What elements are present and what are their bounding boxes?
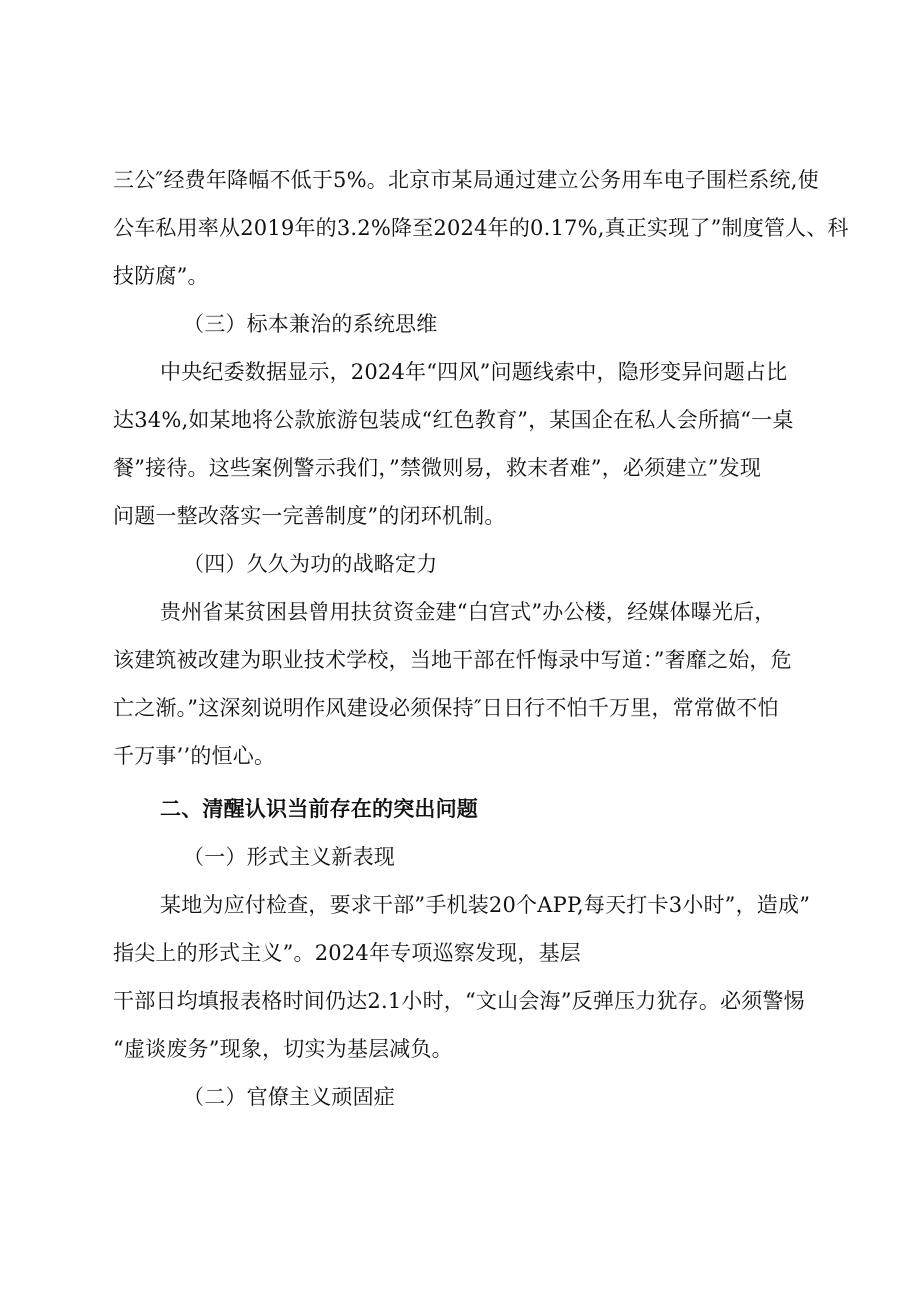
subheading-1: （一）形式主义新表现: [183, 845, 395, 869]
paragraph-line-10: 贵州省某贫困县曾用扶贫资金建“白宫式”办公楼，经媒体曝光后，: [160, 600, 776, 624]
subheading-4: （四）久久为功的战略定力: [183, 552, 438, 576]
subheading-3: （三）标本兼治的系统思维: [183, 312, 438, 336]
paragraph-line-2: 公车私用率从2019年的3.2%降至2024年的0.17%,真正实现了”制度管人、科: [113, 216, 849, 240]
paragraph-line-8: 问题一整改落实一完善制度”的闭环机制。: [113, 504, 506, 528]
paragraph-line-12: 亡之渐。”这深刻说明作风建设必须保持″日日行不怕千万里，常常做不怕: [113, 696, 779, 720]
paragraph-line-19: “虚谈废务”现象，切实为基层减负。: [113, 1037, 453, 1061]
subheading-2: （二）官僚主义顽固症: [183, 1085, 395, 1109]
paragraph-line-6: 达34%,如某地将公款旅游包装成“红色教育”，某国企在私人会所搞“一桌: [113, 408, 794, 432]
paragraph-line-1: 三公″经费年降幅不低于5%。北京市某局通过建立公务用车电子围栏系统,使: [113, 168, 819, 192]
paragraph-line-16: 某地为应付检查，要求干部”手机装20个APP,每天打卡3小时”，造成”: [160, 893, 811, 917]
paragraph-line-5: 中央纪委数据显示，2024年“四风”问题线索中，隐形变异问题占比: [160, 360, 788, 384]
paragraph-line-18: 干部日均填报表格时间仍达2.1小时，“文山会海”反弹压力犹存。必须警惕: [113, 989, 805, 1013]
paragraph-line-11: 该建筑被改建为职业技术学校，当地干部在忏悔录中写道：”奢靡之始，危: [113, 648, 792, 672]
paragraph-line-13: 千万事’’的恒心。: [113, 744, 276, 768]
section-heading-2: 二、清醒认识当前存在的突出问题: [160, 797, 478, 821]
paragraph-line-7: 餐”接待。这些案例警示我们，”禁微则易，救末者难”，必须建立”发现: [113, 456, 762, 480]
paragraph-line-3: 技防腐”。: [113, 264, 209, 288]
paragraph-line-17: 指尖上的形式主义”。2024年专项巡察发现，基层: [113, 941, 581, 965]
